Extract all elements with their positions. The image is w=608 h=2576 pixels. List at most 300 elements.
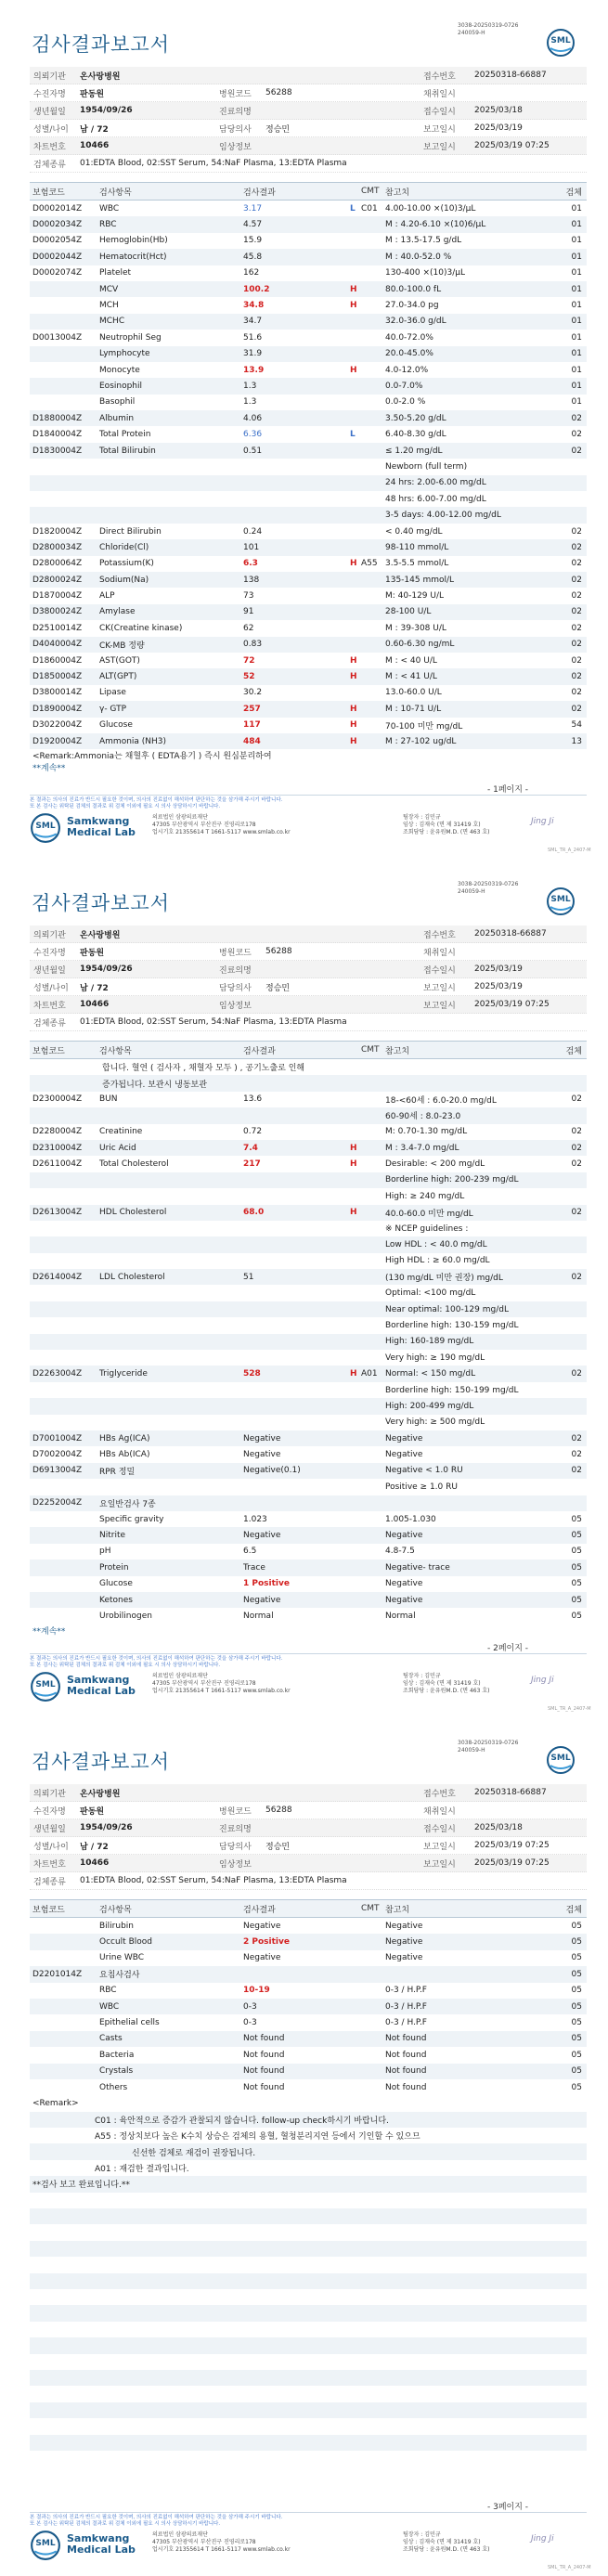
test-result: 0.83 [243,640,263,650]
signatory-line: 팀장자 : 김민규 [403,814,441,821]
test-result: 0-3 [243,2001,257,2012]
footer-note-line: 또 본 검사는 위탁된 검체의 결과로 위 검체 이외에 필요 시 의사 상담하시기 바랍니다. [30,1663,221,1668]
col-header: 검체 [565,1905,582,1915]
table-row [30,733,587,749]
header-label: 담당의사 [219,124,252,135]
reference-range: High: 160-189 mg/dL [385,1337,474,1347]
blank-row [30,2193,587,2208]
test-name: Lymphocyte [99,349,150,359]
form-code: SML_TR_A_2407-M [548,848,591,853]
header-label: 검체종류 [33,1877,66,1887]
test-result: Negative [243,1433,281,1443]
test-result: 31.9 [243,349,263,359]
table-row [30,1446,587,1462]
test-result: 72 [243,655,255,666]
reference-range: Very high: ≥ 190 mg/dL [385,1353,485,1363]
test-code: D2280004Z [32,1127,83,1137]
specimen-code: 01 [571,301,582,311]
table-row [30,1317,587,1333]
test-result: 1.3 [243,397,257,408]
test-name: Urobilinogen [99,1611,152,1621]
test-result: 0.24 [243,526,263,537]
test-name: Bacteria [99,2050,135,2060]
result-flag: H [350,672,357,682]
header-value-doctor: 정승민 [265,983,291,993]
reference-range: Near optimal: 100-129 mg/dL [385,1304,509,1314]
test-result: 100.2 [243,284,270,294]
test-code: D6913004Z [32,1466,83,1476]
test-code: D1870004Z [32,591,83,602]
test-result: 1.023 [243,1514,267,1524]
table-row [30,330,587,345]
test-result: Negative(0.1) [243,1466,301,1476]
table-row [30,1983,587,1999]
test-name: 요침사검사 [99,1971,140,1981]
reference-range: Not found [385,2066,427,2077]
table-row [30,685,587,701]
header-label: 병원코드 [219,89,252,99]
test-result: 51.6 [243,332,263,343]
specimen-code: 54 [571,720,582,731]
test-name: BUN [99,1094,118,1105]
test-name: Monocyte [99,365,140,375]
test-result: 217 [243,1159,261,1170]
header-value-patient: 판동원 [80,1806,105,1817]
result-flag: H [350,1159,357,1170]
header-value-chart: 10466 [80,1858,110,1868]
specimen-code: 01 [571,203,582,214]
test-name: HBs Ab(ICA) [99,1450,150,1460]
form-code: SML_TR_A_2407-M [548,1706,591,1712]
test-name: RPR 정밀 [99,1467,136,1477]
page-number: - 2페이지 - [487,1644,529,1653]
blank-row [30,2451,587,2466]
test-result: 1.3 [243,381,257,391]
test-name: Total Bilirubin [99,446,156,456]
reference-range: 3.50-5.20 g/dL [385,413,446,423]
table-row [30,378,587,394]
specimen-code: 05 [571,1611,582,1621]
handwritten-signature: Jing Ji [531,2534,554,2544]
patient-info-header [30,1784,587,1890]
reference-range: 3-5 days: 4.00-12.00 mg/dL [385,511,501,521]
specimen-code: 02 [571,1094,582,1105]
table-body [30,201,587,749]
test-name: Bilirubin [99,1921,134,1931]
reference-range: Negative [385,1579,423,1589]
header-row [30,1802,587,1819]
header-label: 생년월일 [33,107,66,117]
reference-range: (130 mg/dL 미만 권장) mg/dL [385,1274,503,1284]
address-line: 의료법인 삼광의료재단 [152,814,208,821]
col-header: 참고치 [385,1046,410,1056]
continued-mark: **계속** [32,1626,66,1637]
header-row [30,120,587,137]
test-code: D7001004Z [32,1433,83,1443]
test-name: MCHC [99,317,125,327]
specimen-code: 02 [571,607,582,617]
test-code: D0002054Z [32,236,83,246]
col-header: 검사항목 [99,1046,132,1056]
result-flag: H [350,720,357,731]
specimen-code: 01 [571,381,582,391]
reference-range: M : < 41 U/L [385,672,437,682]
reference-range: 130-400 ×(10)3/μL [385,268,465,278]
test-name: Sodium(Na) [99,575,149,585]
test-code: D0002034Z [32,220,83,230]
table-row [30,2047,587,2063]
signatory-line: 조회담당 : 윤유원M.D. (면 463 호) [403,1688,490,1694]
header-value-specimen: 01:EDTA Blood, 02:SST Serum, 54:NaF Plasma, 13:EDTA Plasma [80,1876,347,1885]
specimen-code: 01 [571,252,582,262]
header-value-sexage: 남 / 72 [80,1842,109,1852]
sml-logo [546,1745,576,1775]
test-result: Not found [243,2082,285,2092]
header-value-accno: 20250318-66887 [474,1788,547,1797]
test-name: CK(Creatine kinase) [99,623,183,633]
test-code: D3800024Z [32,607,83,617]
test-result: 34.8 [243,301,265,311]
reference-range: Normal: < 150 mg/dL [385,1369,476,1379]
header-label: 접수일시 [423,107,456,117]
test-code: D4040004Z [32,640,83,650]
reference-range: 60-90세 : 8.0-23.0 [385,1112,461,1122]
test-result: Negative [243,1953,281,1963]
table-header [30,1041,587,1059]
handwritten-signature: Jing Ji [531,1676,554,1685]
specimen-code: 05 [571,1921,582,1931]
table-row [30,1592,587,1608]
col-header: 검사결과 [243,1046,276,1056]
result-flag: L [350,203,356,214]
specimen-code: 02 [571,526,582,537]
test-code: D2614004Z [32,1272,83,1282]
table-row [30,362,587,378]
blank-row [30,2241,587,2257]
test-result: 1 Positive [243,1579,290,1589]
test-name: Lipase [99,688,126,698]
lab-name-1: Samkwang [67,2532,130,2544]
form-code: SML_TR_A_2407-M [548,2565,591,2570]
test-name: Albumin [99,413,135,423]
test-name: Eosinophil [99,381,143,391]
table-row [30,1075,587,1091]
header-label: 접수일시 [423,1824,456,1834]
test-name: 요일반검사 7종 [99,1499,156,1509]
signatory-line: 임상 : 김재숙 (면 제 31419 호) [403,822,481,828]
specimen-code: 05 [571,1579,582,1589]
samkwang-logo [30,812,61,844]
header-value-report: 2025/03/19 07:25 [474,1841,550,1850]
blank-row [30,2273,587,2289]
footer-note-line: 또 본 검사는 위탁된 검체의 결과로 위 검체 이외에 필요 시 의사 상담하시기 바랍니다. [30,2521,221,2527]
test-code: D2800034Z [32,542,83,552]
test-result: 91 [243,607,254,617]
signatory-line: 팀장자 : 김민규 [403,2531,441,2538]
table-row [30,314,587,330]
reference-range: 20.0-45.0% [385,349,433,359]
specimen-code: 02 [571,704,582,714]
header-label: 채취일시 [423,1806,456,1817]
specimen-code: 05 [571,1595,582,1605]
header-row [30,137,587,155]
reference-range: 13.0-60.0 U/L [385,688,442,698]
test-result: 257 [243,704,261,714]
test-result: Normal [243,1611,274,1621]
footer-note-line: 본 결과는 의사의 진료가 반드시 필요한 것이며, 의사의 진료없이 해석하여 판단하는 것을 삼가해 주시기 바랍니다. [30,1656,283,1662]
lab-name-2: Medical Lab [67,826,136,838]
reference-range: 40.0-60.0 미만 mg/dL [385,1209,473,1219]
table-row [30,459,587,474]
test-result: Not found [243,2066,285,2077]
table-row [30,653,587,668]
address-line: 의료법인 삼광의료재단 [152,2531,208,2538]
footer-note [30,795,587,810]
footer-note-line: 본 결과는 의사의 진료가 반드시 필요한 것이며, 의사의 진료없이 해석하여 판단하는 것을 삼가해 주시기 바랍니다. [30,797,283,803]
reference-range: Negative [385,1953,423,1963]
test-result: 62 [243,623,254,633]
table-row [30,2079,587,2095]
reference-range: 6.40-8.30 g/dL [385,430,446,440]
table-row [30,1430,587,1446]
test-name: Urine WBC [99,1953,145,1963]
test-result: 30.2 [243,688,263,698]
header-value-report: 2025/03/19 [474,123,523,133]
table-row [30,1560,587,1575]
test-result: 2 Positive [243,1937,290,1948]
header-value-ward: 56288 [265,947,292,956]
header-value-hospital: 온사랑병원 [80,1789,121,1799]
test-name: WBC [99,203,120,214]
reference-range: 27.0-34.0 pg [385,301,439,311]
reference-range: High: 200-499 mg/dL [385,1401,474,1411]
test-name: Total Protein [99,430,151,440]
header-label: 성별/나이 [33,983,69,993]
comment-code: A55 [361,559,378,569]
test-name: WBC [99,2001,120,2012]
reference-range: 48 hrs: 6.00-7.00 mg/dL [385,494,486,504]
reference-range: 32.0-36.0 g/dL [385,317,446,327]
test-result: 6.3 [243,559,258,569]
reference-range: 70-100 미만 mg/dL [385,721,463,731]
remark-continued: 증가됩니다. 보관시 냉동보관 [102,1080,207,1090]
specimen-code: 01 [571,236,582,246]
header-label: 의뢰기관 [33,930,66,940]
test-code: D1830004Z [32,446,83,456]
specimen-code: 02 [571,1466,582,1476]
address-line: 업시기호 21355614 T 1661-5117 www.smlab.co.kr [152,1688,291,1694]
col-header: 참고치 [385,188,410,198]
blank-row [30,2305,587,2321]
handwritten-signature: Jing Ji [531,817,554,826]
test-name: Total Cholesterol [99,1159,169,1170]
sml-logo-text: SML [550,895,571,904]
footer-note [30,2512,587,2528]
footer [30,1671,587,1717]
test-result: Negative [243,1531,281,1541]
header-label: 생년월일 [33,965,66,976]
table-row [30,572,587,588]
blank-row [30,2224,587,2240]
samkwang-logo-text: SML [35,822,56,831]
test-result: 162 [243,268,260,278]
reference-range: Negative [385,1531,423,1541]
header-row [30,943,587,961]
test-name: Neutrophil Seg [99,332,162,343]
header-row [30,84,587,102]
header-value-sexage: 남 / 72 [80,983,109,993]
table-row [30,1398,587,1414]
reference-range: Negative [385,1937,423,1948]
reference-range: 28-100 U/L [385,607,432,617]
remark-line: **검사 보고 완료입니다.** [30,2176,587,2192]
header-value-specimen: 01:EDTA Blood, 02:SST Serum, 54:NaF Plasma, 13:EDTA Plasma [80,1017,347,1027]
header-value-recv: 2025/03/19 [474,964,523,974]
specimen-code: 05 [571,2082,582,2092]
page-number: - 3페이지 - [487,2503,529,2512]
table-row [30,1334,587,1350]
table-row [30,507,587,523]
table-row [30,1350,587,1366]
reference-range: 0-3 / H.P.F [385,2001,427,2012]
barcode-line: 240059-H [458,1747,485,1754]
report-title: 검사결과보고서 [32,892,171,914]
test-result: 0-3 [243,2018,257,2028]
reference-range: M : 4.20-6.10 ×(10)6/μL [385,220,486,230]
signatory-line: 조회담당 : 윤유원M.D. (면 463 호) [403,829,490,835]
test-code: D1890004Z [32,704,83,714]
test-name: Ketones [99,1595,133,1605]
table-row [30,216,587,232]
specimen-code: 02 [571,655,582,666]
table-row [30,1140,587,1156]
header-label: 검체종류 [33,160,66,170]
table-row [30,410,587,426]
table-row [30,1576,587,1592]
table-row [30,1544,587,1560]
table-row [30,1059,587,1075]
test-name: CK-MB 정량 [99,641,145,651]
col-header: 검사항목 [99,1905,132,1915]
test-result: 7.4 [243,1143,258,1153]
test-name: Chloride(Cl) [99,542,149,552]
header-value-chart: 10466 [80,1000,110,1009]
patient-info-header [30,926,587,1031]
header-value-recv: 2025/03/18 [474,1823,523,1832]
blank-row [30,2337,587,2353]
col-header: 검체 [565,1046,582,1056]
col-header: CMT [361,187,380,196]
barcode-text [458,881,518,896]
specimen-code: 02 [571,1433,582,1443]
barcode-text [458,1740,518,1754]
test-name: Nitrite [99,1531,126,1541]
table-row [30,1156,587,1171]
reference-range: M : < 40 U/L [385,655,437,666]
test-name: RBC [99,1986,117,1996]
blank-row [30,2354,587,2370]
specimen-code: 02 [571,575,582,585]
barcode-line: 3038-20250319-0726 [458,881,519,887]
table-row [30,281,587,297]
reference-range: Desirable: < 200 mg/dL [385,1159,485,1170]
table-row [30,1188,587,1204]
test-code: D3022004Z [32,720,83,731]
test-name: Platelet [99,268,132,278]
reference-range: Not found [385,2082,427,2092]
test-code: D1840004Z [32,430,83,440]
reference-range: Positive ≥ 1.0 RU [385,1482,458,1492]
blank-row [30,2322,587,2337]
result-flag: H [350,1208,357,1218]
test-name: Occult Blood [99,1937,152,1948]
blank-row [30,2257,587,2272]
test-name: RBC [99,220,117,230]
reference-range: 4.8-7.5 [385,1547,415,1557]
footer [30,2530,587,2576]
test-name: HBs Ag(ICA) [99,1433,150,1443]
reference-range: Negative [385,1433,423,1443]
signatory-line: 임상 : 김재숙 (면 제 31419 호) [403,2539,481,2545]
col-header: 검사결과 [243,1905,276,1915]
test-name: Casts [99,2034,123,2044]
specimen-code: 02 [571,672,582,682]
specimen-code: 13 [571,736,582,746]
table-row [30,2014,587,2030]
specimen-code: 05 [571,1953,582,1963]
header-row [30,978,587,996]
comment-code: A01 [361,1369,378,1379]
specimen-code: 01 [571,268,582,278]
test-result: 101 [243,542,260,552]
sml-logo-text: SML [550,1754,571,1763]
lab-address [152,1673,291,1695]
reference-range: 0.0-2.0 % [385,397,426,408]
specimen-code: 05 [571,1547,582,1557]
test-result: 68.0 [243,1208,265,1218]
test-result: Negative [243,1450,281,1460]
reference-range: High: ≥ 240 mg/dL [385,1191,465,1201]
remark-line: A01 : 재검한 결과입니다. [95,2165,189,2175]
samkwang-logo [30,1671,61,1702]
test-code: D2310004Z [32,1143,83,1153]
header-value-report: 2025/03/19 07:25 [474,1858,550,1868]
header-row [30,1784,587,1802]
page-number: - 1페이지 - [487,785,529,795]
header-label: 접수번호 [423,930,456,940]
header-value-doctor: 정승민 [265,1842,291,1852]
test-name: ALP [99,591,115,602]
header-row-specimen [30,1872,587,1890]
result-flag: H [350,1143,357,1153]
test-result: 45.8 [243,252,263,262]
result-flag: H [350,1369,357,1379]
blank-row [30,2370,587,2386]
table-row [30,524,587,539]
test-result: 3.17 [243,203,263,214]
reference-range: 0-3 / H.P.F [385,2018,427,2028]
lab-address [152,2531,291,2554]
reference-range: 135-145 mmol/L [385,575,455,585]
table-row [30,539,587,555]
specimen-code: 01 [571,317,582,327]
specimen-code: 05 [571,2018,582,2028]
specimen-code: 05 [571,1531,582,1541]
blank-row [30,2208,587,2224]
test-code: D1920004Z [32,736,83,746]
header-label: 보고일시 [423,1859,456,1870]
table-row [30,233,587,249]
